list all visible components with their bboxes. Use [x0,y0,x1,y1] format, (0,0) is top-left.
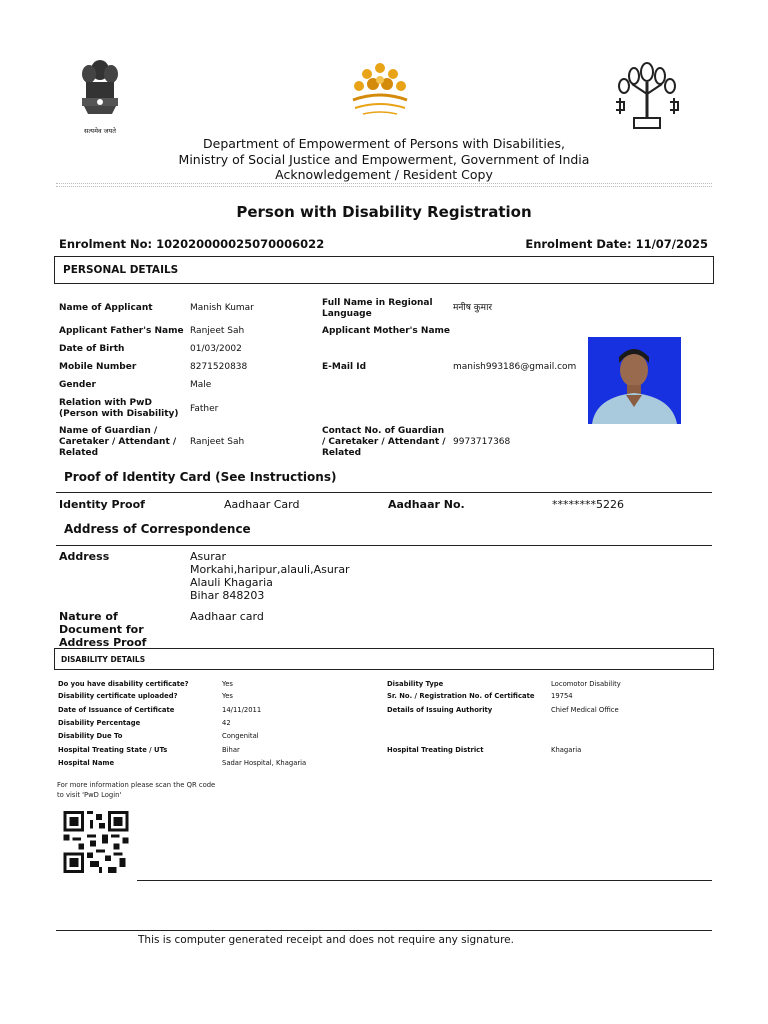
header-department: Department of Empowerment of Persons with Disabilities, [203,136,565,151]
identity-proof-value: Aadhaar Card [224,498,300,511]
disability-details-header [54,648,714,670]
disability-details-heading: DISABILITY DETAILS [61,655,146,664]
certificate-uploaded-value: Yes [222,692,233,700]
disability-percent-value: 42 [222,719,231,727]
hospital-name-value: Sadar Hospital, Khagaria [222,759,307,767]
footer-note: This is computer generated receipt and does not require any signature. [138,934,514,946]
hospital-district-label: Hospital Treating District [387,746,484,754]
regional-name-label: Full Name in Regional Language [322,298,433,319]
hospital-state-label: Hospital Treating State / UTs [58,746,168,754]
have-certificate-value: Yes [222,680,233,688]
aadhaar-label: Aadhaar No. [388,498,465,511]
disability-type-label: Disability Type [387,680,444,688]
personal-details-heading: PERSONAL DETAILS [63,264,179,276]
hospital-name-label: Hospital Name [58,759,115,767]
address-doc-value: Aadhaar card [190,610,264,623]
identity-heading: Proof of Identity Card (See Instructions) [64,470,337,484]
email-label: E-Mail Id [322,362,367,372]
address-line: Alauli Khagaria [190,576,273,589]
header-copy-type: Acknowledgement / Resident Copy [275,167,493,182]
address-label: Address [59,550,110,563]
issuing-authority-value: Chief Medical Office [551,706,619,714]
certificate-uploaded-label: Disability certificate uploaded? [58,692,178,700]
hospital-state-value: Bihar [222,746,240,754]
have-certificate-label: Do you have disability certificate? [58,680,189,688]
mobile-value: 8271520838 [190,362,248,372]
dob-value: 01/03/2002 [190,344,242,354]
page-title: Person with Disability Registration [236,203,532,221]
address-lines [190,550,350,602]
disability-due-label: Disability Due To [58,732,123,740]
guardian-contact-value: 9973717368 [453,437,511,447]
disability-due-value: Congenital [222,732,259,740]
guardian-name-label: Name of Guardian / Caretaker / Attendant / Related [59,426,177,458]
email-value: manish993186@gmail.com [453,362,577,372]
accessible-india-logo [345,60,415,120]
personal-details-header [54,256,714,284]
issuing-authority-label: Details of Issuing Authority [387,706,493,714]
regional-name-value: मनीष कुमार [453,303,493,313]
qr-note: For more information please scan the QR code to visit 'PwD Login' [57,781,216,799]
address-line: Morkahi,haripur,alauli,Asurar [190,563,350,576]
father-name-value: Ranjeet Sah [190,326,245,336]
header-divider [56,186,712,187]
applicant-name-label: Name of Applicant [59,303,153,313]
applicant-name-value: Manish Kumar [190,303,254,313]
guardian-name-value: Ranjeet Sah [190,437,245,447]
gender-label: Gender [59,380,96,390]
emblem-caption: सत्यमेव जयते [84,127,116,135]
certificate-srno-value: 19754 [551,692,573,700]
signature-line [137,880,712,881]
address-line: Bihar 848203 [190,589,265,602]
identity-divider [56,492,712,493]
father-name-label: Applicant Father's Name [59,326,184,336]
issue-date-label: Date of Issuance of Certificate [58,706,175,714]
guardian-contact-label: Contact No. of Guardian / Caretaker / Attendant / Related [322,426,446,458]
aadhaar-value: ********5226 [552,498,624,511]
hospital-district-value: Khagaria [551,746,582,754]
disability-type-value: Locomotor Disability [551,680,621,688]
relation-label: Relation with PwD (Person with Disability) [59,398,179,419]
applicant-photo [588,337,681,424]
certificate-srno-label: Sr. No. / Registration No. of Certificate [387,692,535,700]
address-line: Asurar [190,550,227,563]
relation-value: Father [190,404,219,414]
enrolment-number: Enrolment No: 102020000025070006022 [59,237,325,251]
disability-percent-label: Disability Percentage [58,719,141,727]
address-doc-label: Nature of Document for Address Proof [59,610,147,649]
enrolment-date: Enrolment Date: 11/07/2025 [525,237,708,251]
dob-label: Date of Birth [59,344,125,354]
header-ministry: Ministry of Social Justice and Empowerment, Government of India [178,151,590,167]
national-emblem-logo [76,58,124,134]
qr-code[interactable] [63,811,129,873]
mother-name-label: Applicant Mother's Name [322,326,450,336]
bihar-govt-logo [612,58,682,134]
mobile-label: Mobile Number [59,362,137,372]
identity-proof-label: Identity Proof [59,498,145,511]
issue-date-value: 14/11/2011 [222,706,262,714]
footer-divider [56,930,712,931]
header-divider [56,183,712,184]
address-heading: Address of Correspondence [64,522,251,536]
gender-value: Male [190,380,212,390]
address-divider [56,545,712,546]
